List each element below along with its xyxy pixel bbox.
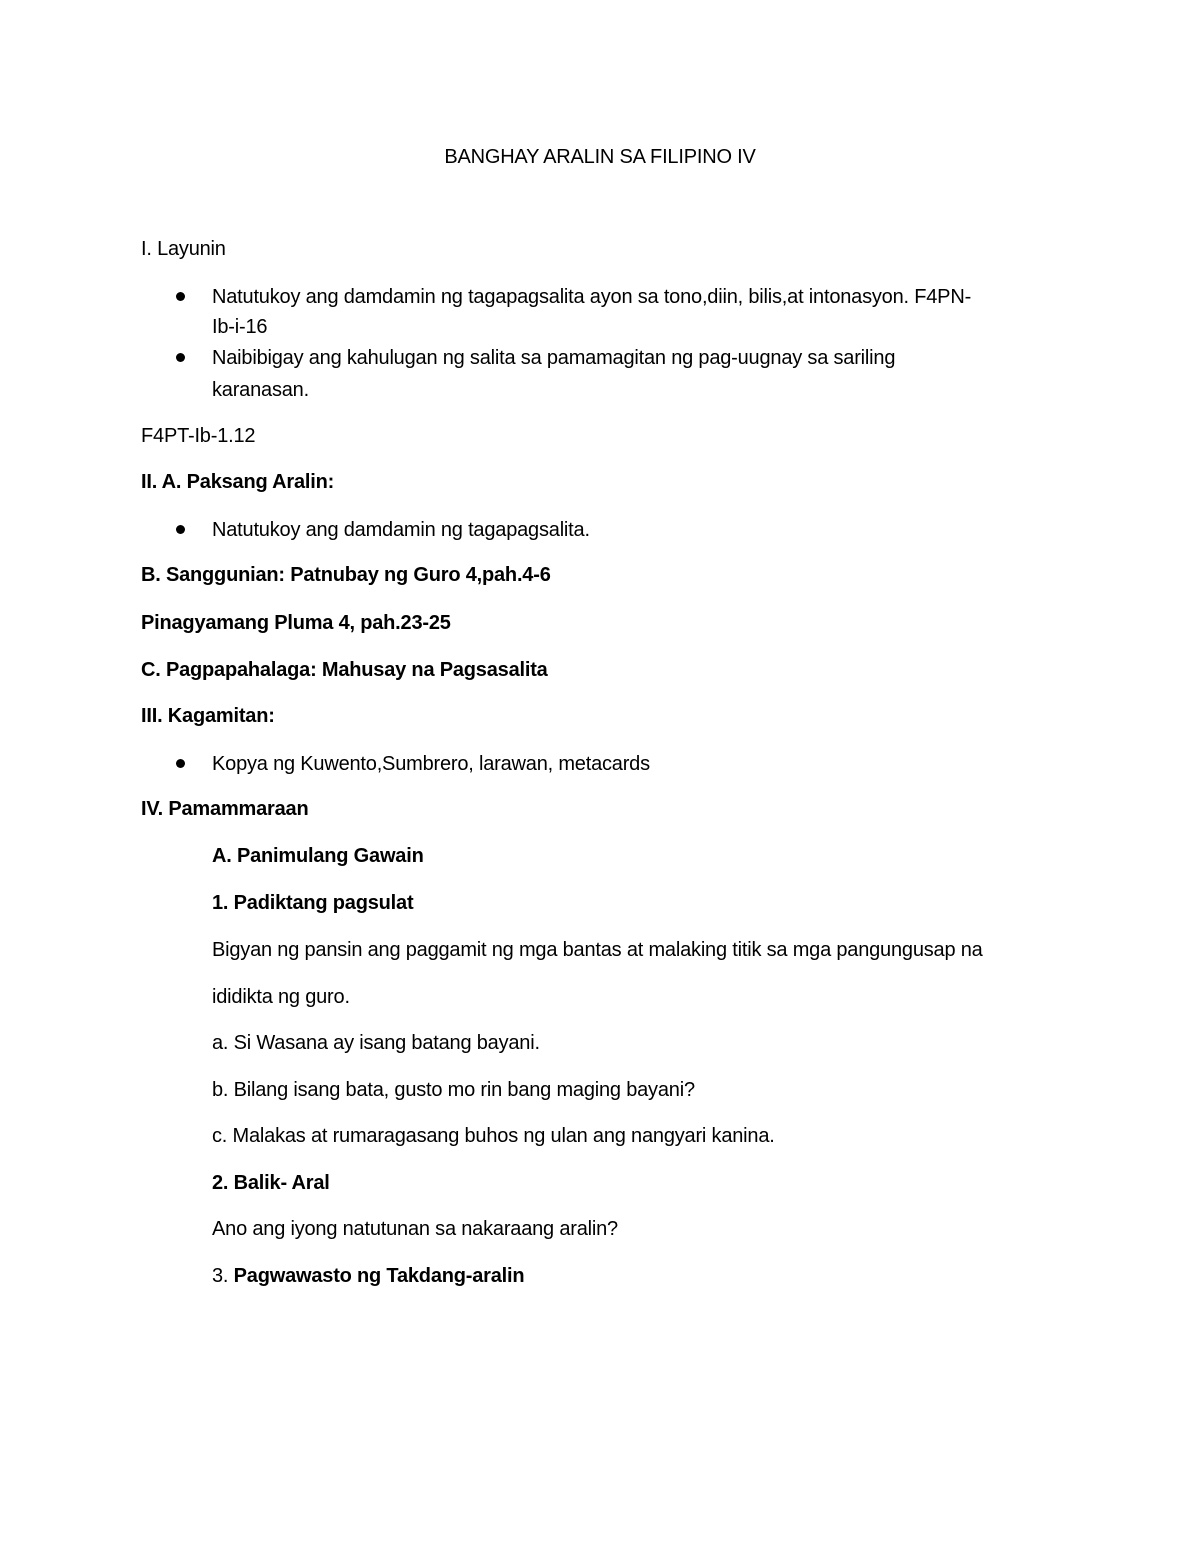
dictation-item-a: a. Si Wasana ay isang batang bayani. xyxy=(212,1032,540,1054)
dictation-item-b: b. Bilang isang bata, gusto mo rin bang maging bayani? xyxy=(212,1079,695,1101)
layunin-item-2-line-2: karanasan. xyxy=(212,379,309,401)
document-title: BANGHAY ARALIN SA FILIPINO IV xyxy=(444,146,756,168)
pagwawasto-number: 3. xyxy=(212,1265,234,1287)
layunin-code: F4PT-Ib-1.12 xyxy=(141,425,256,447)
section-layunin-heading: I. Layunin xyxy=(141,238,226,260)
pluma-line: Pinagyamang Pluma 4, pah.23-25 xyxy=(141,612,451,634)
bullet-icon xyxy=(176,353,185,362)
pagpapahalaga-line: C. Pagpapahalaga: Mahusay na Pagsasalita xyxy=(141,659,548,681)
paksang-aralin-item: Natutukoy ang damdamin ng tagapagsalita. xyxy=(212,519,590,541)
section-kagamitan-heading: III. Kagamitan: xyxy=(141,705,275,727)
bullet-icon xyxy=(176,759,185,768)
layunin-item-2-line-1: Naibibigay ang kahulugan ng salita sa pamamagitan ng pag-uugnay sa sariling xyxy=(212,347,896,369)
kagamitan-item: Kopya ng Kuwento,Sumbrero, larawan, metacards xyxy=(212,753,650,775)
instruction-line-2: ididikta ng guro. xyxy=(212,986,350,1008)
section-paksang-aralin-heading: II. A. Paksang Aralin: xyxy=(141,471,335,493)
balik-aral-question: Ano ang iyong natutunan sa nakaraang aralin? xyxy=(212,1218,618,1240)
pagwawasto-heading xyxy=(212,1264,524,1288)
layunin-item-1-line-1: Natutukoy ang damdamin ng tagapagsalita ayon sa tono,diin, bilis,at intonasyon. F4PN- xyxy=(212,286,972,308)
section-pamamaraan-heading: IV. Pamammaraan xyxy=(141,798,309,820)
bullet-icon xyxy=(176,292,185,301)
instruction-line-1: Bigyan ng pansin ang paggamit ng mga bantas at malaking titik sa mga pangungusap na xyxy=(212,939,983,961)
padiktang-pagsulat-heading: 1. Padiktang pagsulat xyxy=(212,892,414,914)
panimulang-gawain-heading: A. Panimulang Gawain xyxy=(212,845,424,867)
balik-aral-heading: 2. Balik- Aral xyxy=(212,1172,330,1194)
sanggunian-line: B. Sanggunian: Patnubay ng Guro 4,pah.4-6 xyxy=(141,564,551,586)
bullet-icon xyxy=(176,525,185,534)
layunin-item-1-line-2: Ib-i-16 xyxy=(212,316,268,338)
pagwawasto-label: Pagwawasto ng Takdang-aralin xyxy=(233,1265,525,1287)
dictation-item-c: c. Malakas at rumaragasang buhos ng ulan ang nangyari kanina. xyxy=(212,1125,775,1147)
